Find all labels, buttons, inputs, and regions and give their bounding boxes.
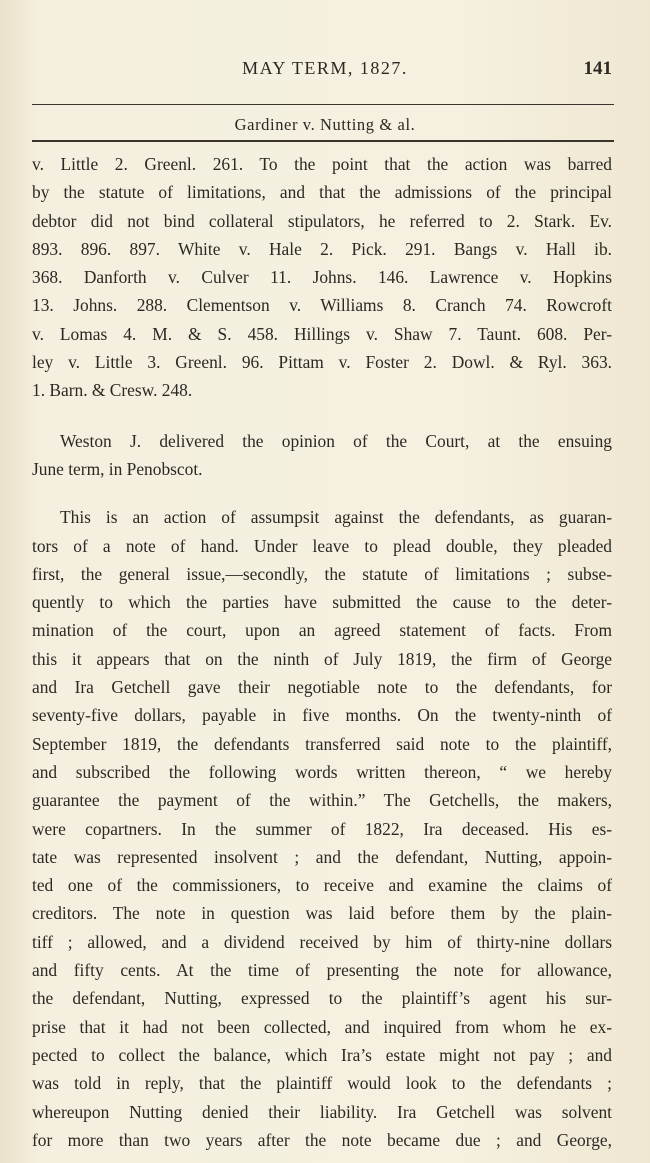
text-line: 368. Danforth v. Culver 11. Johns. 146. Lawrence v. Hopkins <box>32 267 612 288</box>
text-line: ted one of the commissioners, to receive and examine the claims of <box>32 875 612 896</box>
text-line: mination of the court, upon an agreed statement of facts. From <box>32 620 612 641</box>
text-line: and fifty cents. At the time of presenting the note for allowance, <box>32 960 612 981</box>
header-rule-top <box>32 104 614 105</box>
text-line: September 1819, the defendants transferred said note to the plaintiff, <box>32 733 612 754</box>
text-line: was told in reply, that the plaintiff would look to the defendants ; <box>32 1073 612 1094</box>
text-line: 1. Barn. & Cresw. 248. <box>32 380 193 401</box>
text-line: 893. 896. 897. White v. Hale 2. Pick. 291. Bangs v. Hall ib. <box>32 238 612 259</box>
text-line: were copartners. In the summer of 1822, Ira deceased. His es- <box>32 818 612 839</box>
text-line: and subscribed the following words written thereon, “ we hereby <box>32 761 612 782</box>
running-head <box>0 58 650 84</box>
text-line: ley v. Little 3. Greenl. 96. Pittam v. Foster 2. Dowl. & Ryl. 363. <box>32 352 612 373</box>
text-line: the defendant, Nutting, expressed to the plaintiff’s agent his sur- <box>32 988 612 1009</box>
opinion-body-paragraph <box>32 503 612 1154</box>
text-line: first, the general issue,—secondly, the statute of limitations ; subse- <box>32 563 612 584</box>
text-line: v. Little 2. Greenl. 261. To the point that the action was barred <box>32 154 612 174</box>
running-title: MAY TERM, 1827. <box>242 58 408 78</box>
text-line: tors of a note of hand. Under leave to plead double, they pleaded <box>32 535 612 556</box>
text-line: v. Lomas 4. M. & S. 458. Hillings v. Shaw 7. Taunt. 608. Per- <box>32 323 612 344</box>
text-line: guarantee the payment of the within.” The Getchells, the makers, <box>32 790 612 811</box>
text-line: prise that it had not been collected, and inquired from whom he ex- <box>32 1016 612 1037</box>
citation-paragraph <box>32 150 612 405</box>
opinion-intro-paragraph <box>32 427 612 455</box>
text-line: this it appears that on the ninth of July 1819, the firm of George <box>32 648 612 669</box>
text-line: seventy-five dollars, payable in five months. On the twenty-ninth of <box>32 705 612 726</box>
text-line: Weston J. delivered the opinion of the Court, at the ensuing <box>60 430 612 451</box>
page-number: 141 <box>583 58 612 79</box>
text-line: tiff ; allowed, and a dividend received by him of thirty-nine dollars <box>32 931 612 952</box>
text-line: quently to which the parties have submitted the cause to the deter- <box>32 592 612 613</box>
page-body <box>32 150 612 1154</box>
text-line: for more than two years after the note became due ; and George, <box>32 1129 612 1150</box>
case-title: Gardiner v. Nutting & al. <box>234 115 416 134</box>
text-line: 13. Johns. 288. Clementson v. Williams 8. Cranch 74. Rowcroft <box>32 295 612 316</box>
text-line: tate was represented insolvent ; and the defendant, Nutting, appoin- <box>32 846 612 867</box>
header-rule-bottom <box>32 140 614 142</box>
opinion-intro-continuation <box>32 455 612 483</box>
text-line: whereupon Nutting denied their liability. Ira Getchell was solvent <box>32 1101 612 1122</box>
text-line: creditors. The note in question was laid before them by the plain- <box>32 903 612 924</box>
text-line: by the statute of limitations, and that the admissions of the principal <box>32 182 612 203</box>
text-line: debtor did not bind collateral stipulators, he referred to 2. Stark. Ev. <box>32 210 612 231</box>
text-line: This is an action of assumpsit against the defendants, as guaran- <box>60 507 612 528</box>
text-line: and Ira Getchell gave their negotiable note to the defendants, for <box>32 677 612 698</box>
text-line: June term, in Penobscot. <box>32 458 203 479</box>
text-line: pected to collect the balance, which Ira’s estate might not pay ; and <box>32 1044 612 1065</box>
